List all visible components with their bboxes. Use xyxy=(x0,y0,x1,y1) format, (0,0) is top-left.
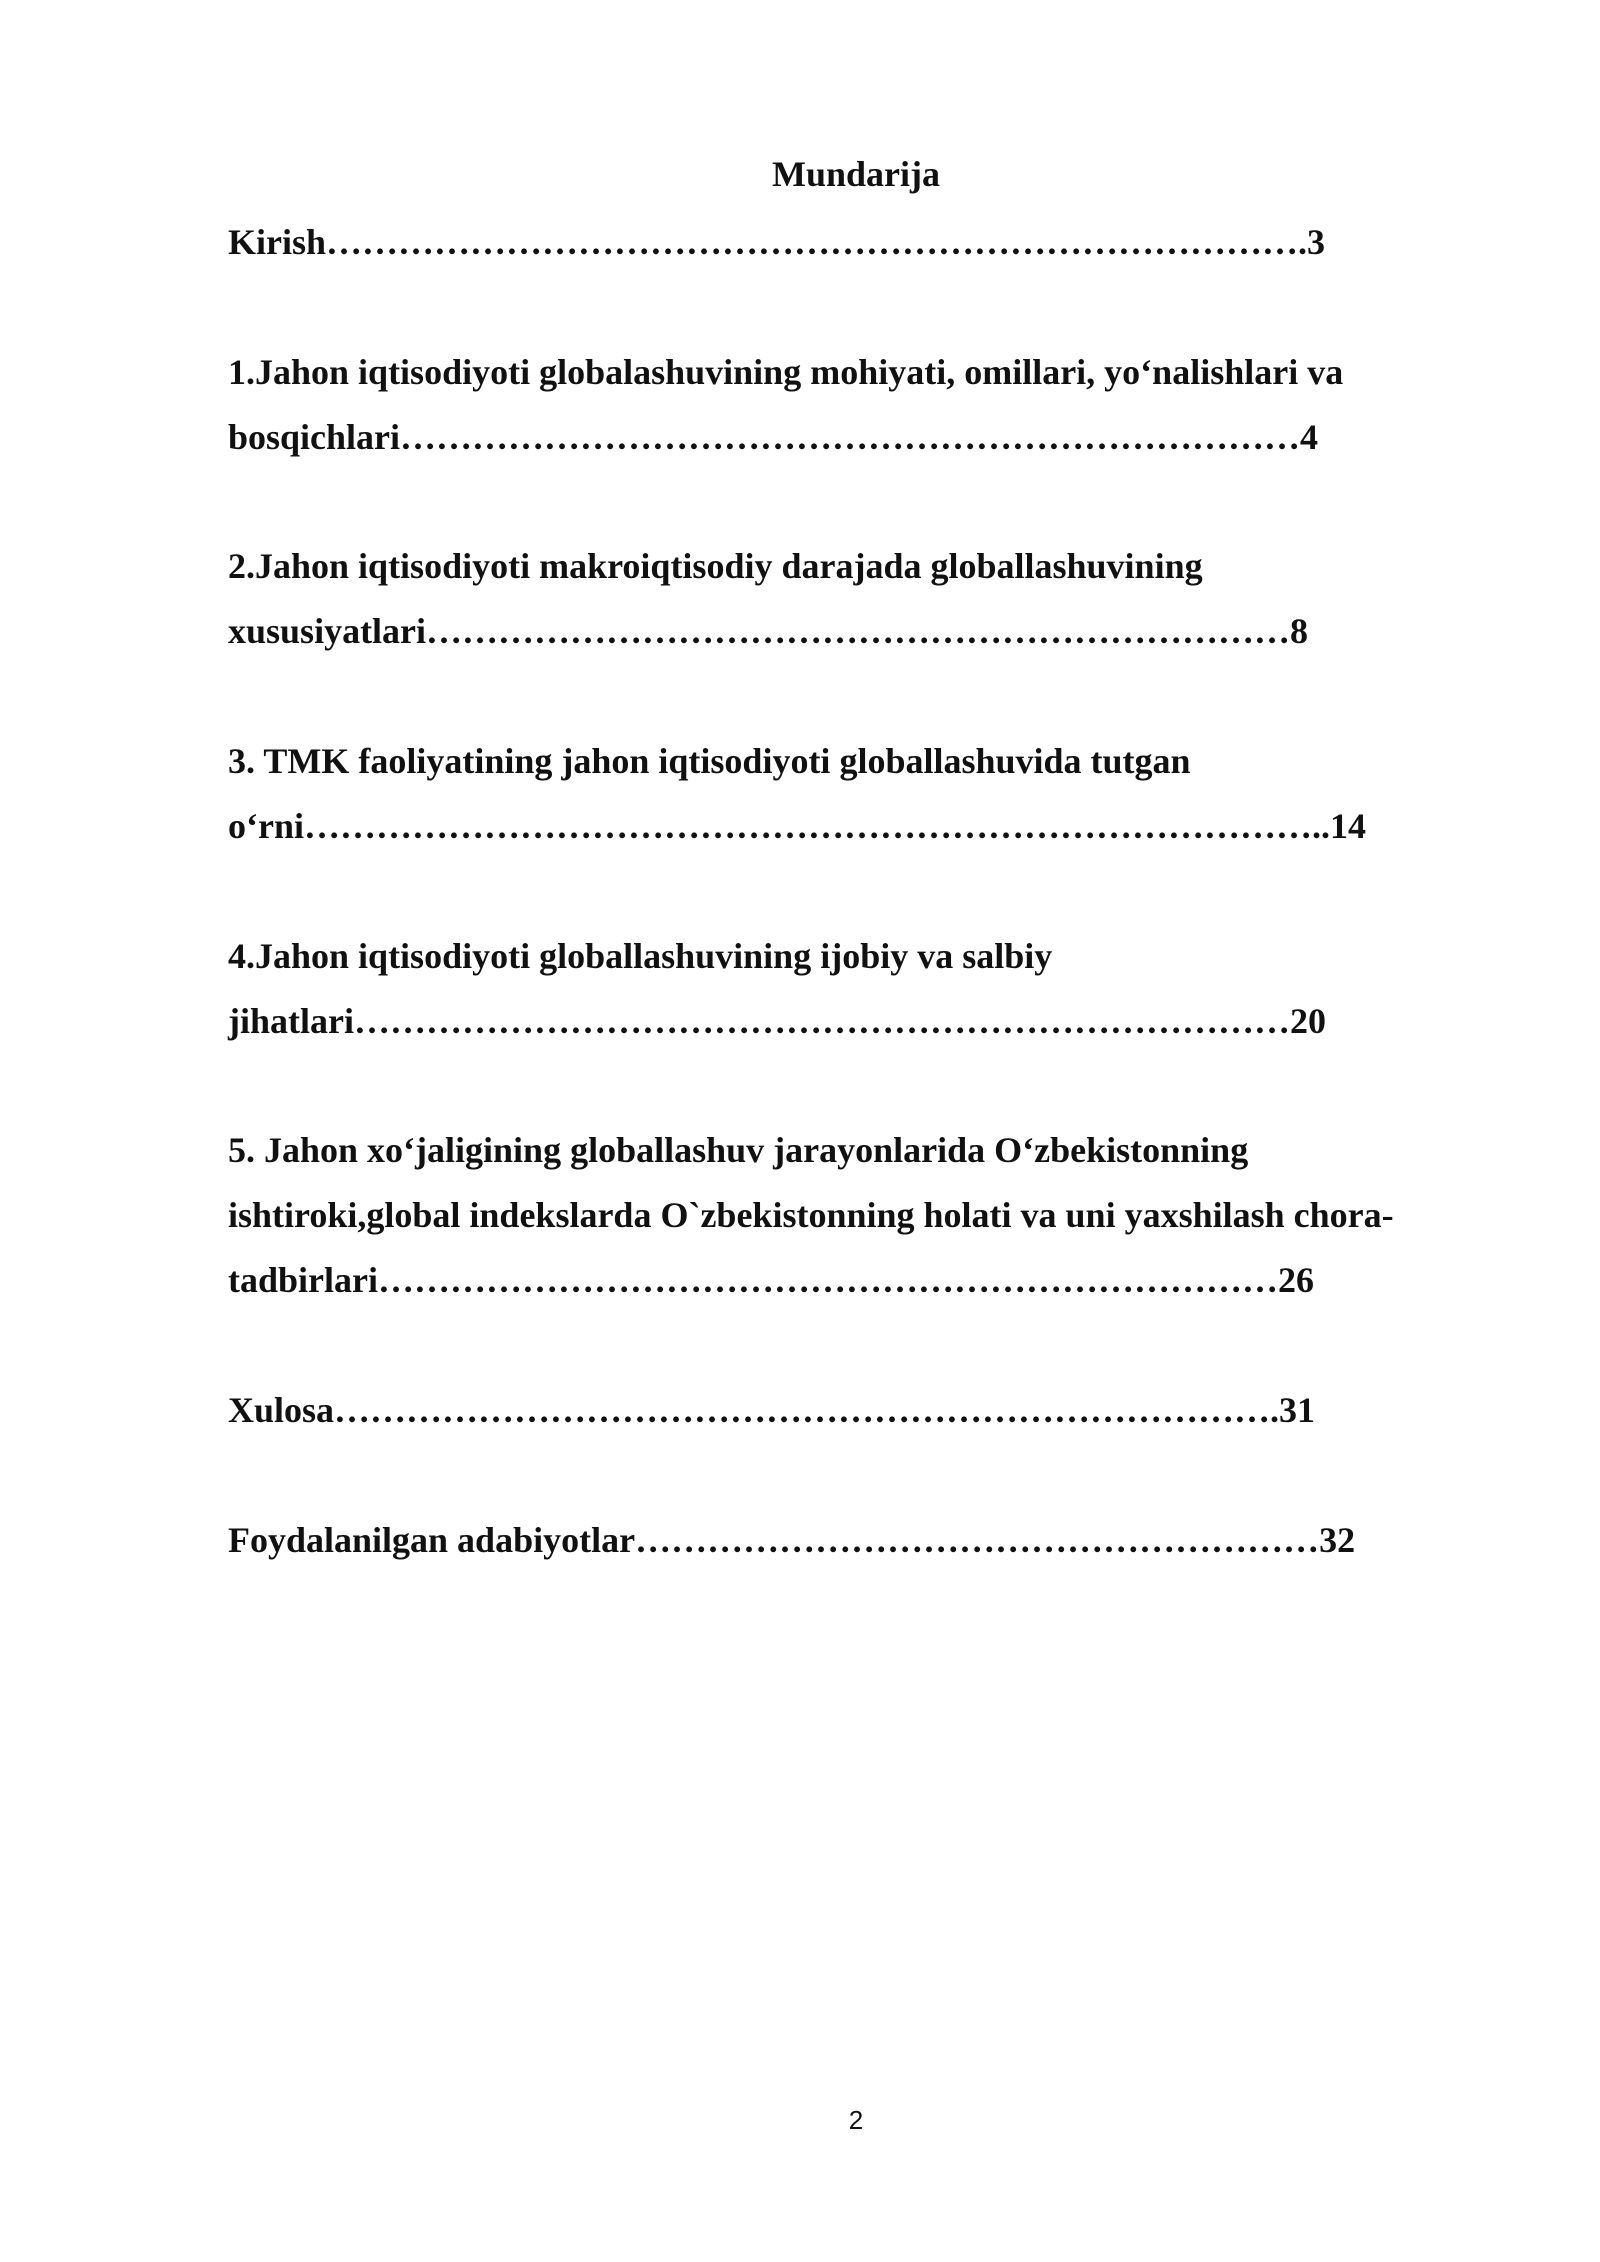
page-number: 2 xyxy=(848,2105,864,2135)
toc-entry-1-line-2: bosqichlari…………………………………………………………………4 xyxy=(228,417,1319,457)
toc-entry-3-line-2: o‘rni…………………………………………………………………………..14 xyxy=(228,806,1366,846)
toc-entry-references: Foydalanilgan adabiyotlar…………………………………………………32 xyxy=(228,1520,1356,1560)
toc-entry-2-line-1: 2.Jahon iqtisodiyoti makroiqtisodiy darajada globallashuvining xyxy=(228,546,1203,586)
toc-entry-5-line-1: 5. Jahon xo‘jaligining globallashuv jarayonlarida O‘zbekistonning xyxy=(228,1130,1249,1170)
toc-entry-4-line-2: jihatlari……………………………………………………………………20 xyxy=(228,1001,1326,1041)
toc-entry-2-line-2: xususiyatlari………………………………………………………………8 xyxy=(228,611,1309,651)
toc-entry-5-line-2: ishtiroki,global indekslarda O`zbekistonning holati va uni yaxshilash chora- xyxy=(228,1195,1394,1235)
toc-title: Mundarija xyxy=(771,154,940,194)
toc-entry-4-line-1: 4.Jahon iqtisodiyoti globallashuvining ijobiy va salbiy xyxy=(228,936,1053,976)
toc-entry-introduction: Kirish……………………………………………………………………….3 xyxy=(228,222,1326,262)
toc-entry-3-line-1: 3. TMK faoliyatining jahon iqtisodiyoti globallashuvida tutgan xyxy=(228,741,1191,781)
toc-entry-1-line-1: 1.Jahon iqtisodiyoti globalashuvining mohiyati, omillari, yo‘nalishlari va xyxy=(228,352,1344,392)
toc-entry-conclusion: Xulosa…………………………………………………………………….31 xyxy=(228,1390,1316,1430)
toc-entry-5-line-3: tadbirlari…………………………………………………………………26 xyxy=(228,1260,1314,1300)
